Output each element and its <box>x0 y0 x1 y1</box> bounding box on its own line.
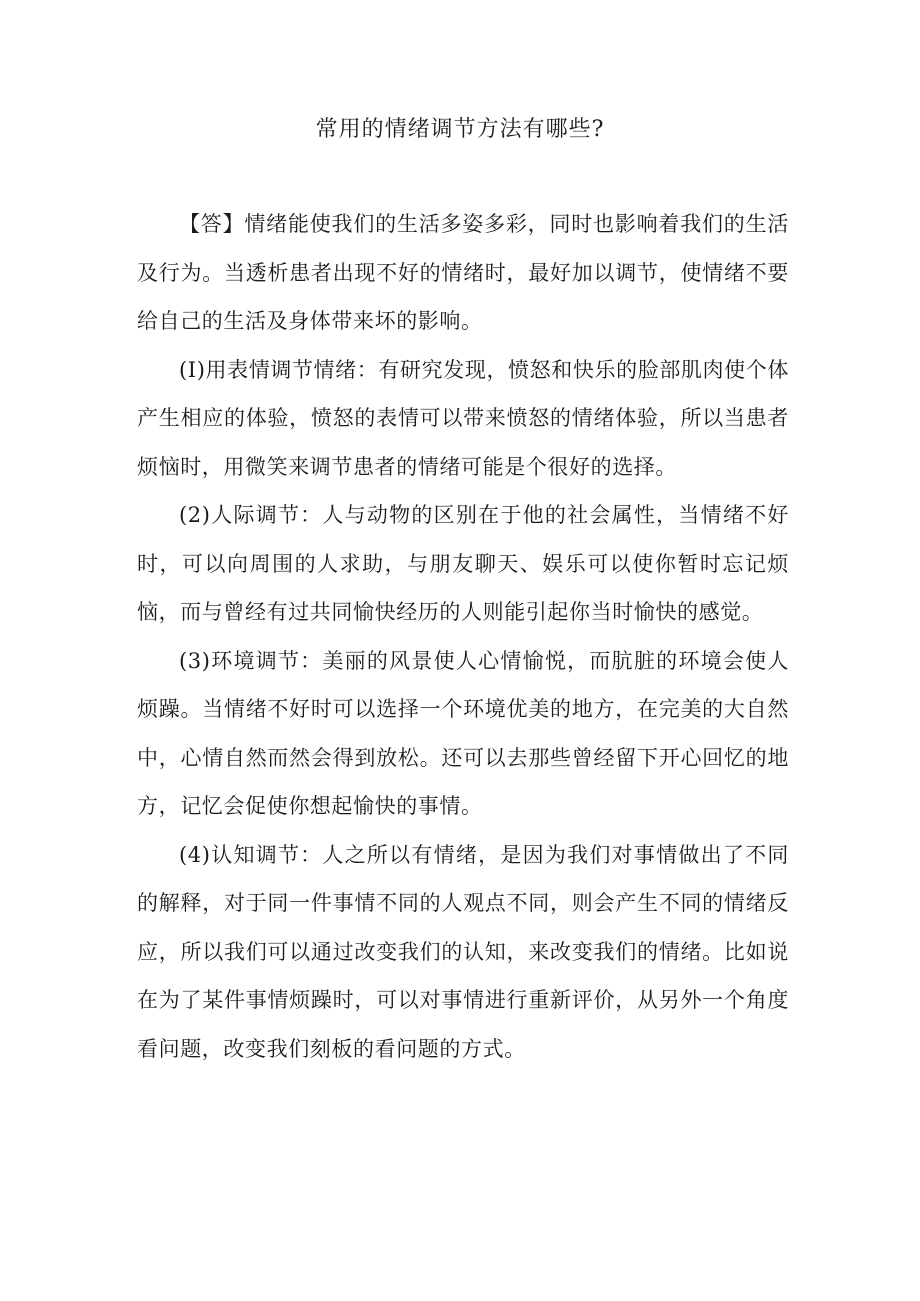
document-body <box>137 200 789 1073</box>
paragraph-interpersonal-regulation: (2)人际调节：人与动物的区别在于他的社会属性，当情绪不好时，可以向周围的人求助，与朋友聊天、娱乐可以使你暂时忘记烦恼，而与曾经有过共同愉快经历的人则能引起你当时愉快的感觉。 <box>137 503 789 624</box>
paragraph-answer-intro: 【答】情绪能使我们的生活多姿多彩，同时也影响着我们的生活及行为。当透析患者出现不好的情绪时，最好加以调节，使情绪不要给自己的生活及身体带来坏的影响。 <box>137 212 789 333</box>
paragraph-expression-regulation: (I)用表情调节情绪：有研究发现，愤怒和快乐的脸部肌肉使个体产生相应的体验，愤怒的表情可以带来愤怒的情绪体验，所以当患者烦恼时，用微笑来调节患者的情绪可能是个很好的选择。 <box>137 357 789 479</box>
paragraph-environment-regulation: (3)环境调节：美丽的风景使人心情愉悦，而肮脏的环境会使人烦躁。当情绪不好时可以选择一个环境优美的地方，在完美的大自然中，心情自然而然会得到放松。还可以去那些曾经留下开心回忆的地方，记忆会促使你想起愉快的事情。 <box>137 648 789 818</box>
document-title: 常用的情绪调节方法有哪些? <box>315 117 605 142</box>
paragraph-cognitive-regulation: (4)认知调节：人之所以有情绪，是因为我们对事情做出了不同的解释，对于同一件事情不同的人观点不同，则会产生不同的情绪反应，所以我们可以通过改变我们的认知，来改变我们的情绪。比如说在为了某件事情烦躁时，可以对事情进行重新评价，从另外一个角度看问题，改变我们刻板的看问题的方式。 <box>137 842 789 1061</box>
